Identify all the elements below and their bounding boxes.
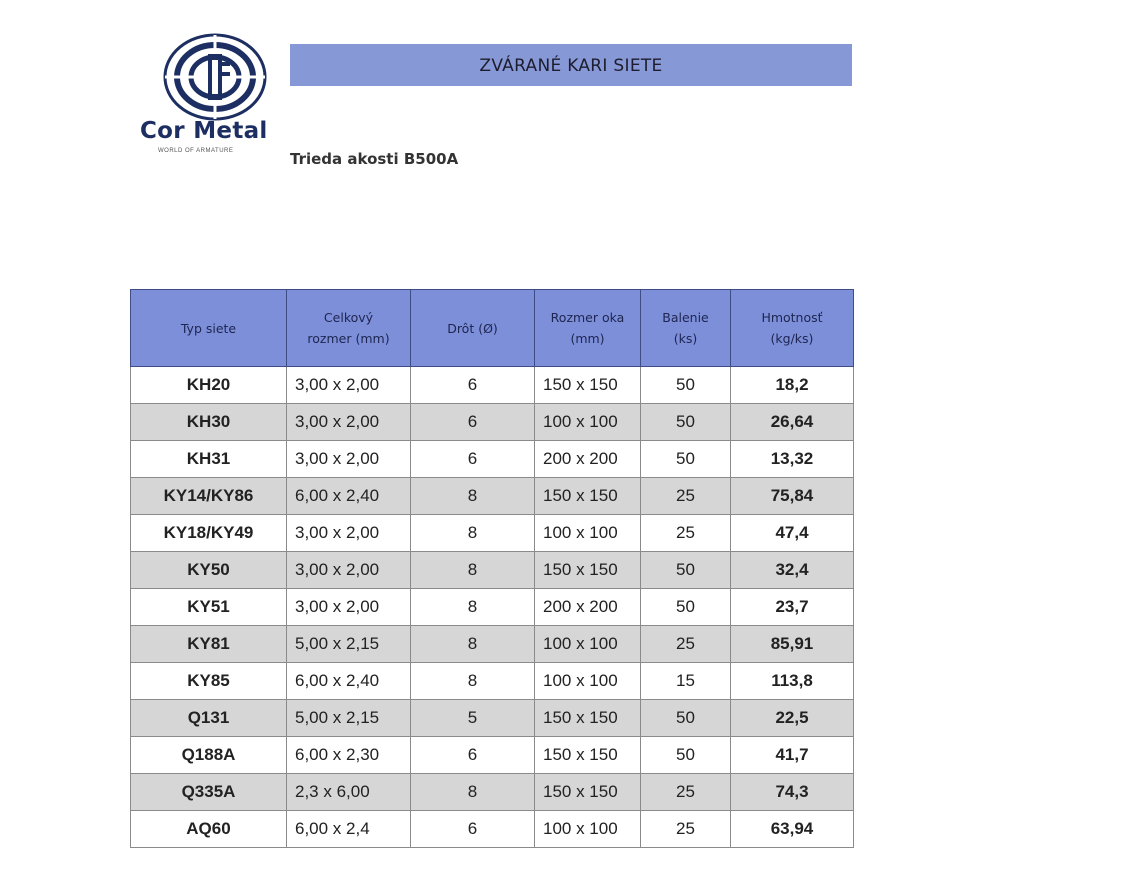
table-row xyxy=(131,663,854,700)
table-row xyxy=(131,626,854,663)
table-row xyxy=(131,700,854,737)
cell-type: KY14/KY86 xyxy=(131,478,287,515)
logo-name: Cor Metal xyxy=(140,118,268,144)
column-header: Hmotnosť (kg/ks) xyxy=(731,290,854,367)
cell-package: 15 xyxy=(641,663,731,700)
cell-weight: 74,3 xyxy=(731,774,854,811)
table-body xyxy=(131,367,854,848)
cell-weight: 41,7 xyxy=(731,737,854,774)
page-subtitle: Trieda akosti B500A xyxy=(290,150,459,168)
cell-weight: 47,4 xyxy=(731,515,854,552)
column-header: Celkový rozmer (mm) xyxy=(287,290,411,367)
cell-package: 50 xyxy=(641,441,731,478)
column-header: Rozmer oka (mm) xyxy=(535,290,641,367)
cell-type: KY85 xyxy=(131,663,287,700)
cell-dimensions: 5,00 x 2,15 xyxy=(287,626,411,663)
table-row xyxy=(131,441,854,478)
table-row xyxy=(131,774,854,811)
cell-mesh-size: 100 x 100 xyxy=(535,811,641,848)
cell-package: 25 xyxy=(641,811,731,848)
cell-package: 25 xyxy=(641,515,731,552)
cell-weight: 113,8 xyxy=(731,663,854,700)
cell-type: KY81 xyxy=(131,626,287,663)
mesh-table xyxy=(130,289,854,848)
cell-package: 50 xyxy=(641,367,731,404)
cell-weight: 32,4 xyxy=(731,552,854,589)
cell-type: Q335A xyxy=(131,774,287,811)
cell-mesh-size: 150 x 150 xyxy=(535,737,641,774)
cell-package: 50 xyxy=(641,589,731,626)
cell-package: 25 xyxy=(641,626,731,663)
cell-dimensions: 3,00 x 2,00 xyxy=(287,515,411,552)
cell-dimensions: 5,00 x 2,15 xyxy=(287,700,411,737)
cell-mesh-size: 100 x 100 xyxy=(535,663,641,700)
cell-type: Q188A xyxy=(131,737,287,774)
column-header: Drôt (Ø) xyxy=(411,290,535,367)
cell-type: KY50 xyxy=(131,552,287,589)
cell-type: KY51 xyxy=(131,589,287,626)
cell-mesh-size: 100 x 100 xyxy=(535,515,641,552)
cell-mesh-size: 150 x 150 xyxy=(535,367,641,404)
cell-weight: 18,2 xyxy=(731,367,854,404)
cell-dimensions: 3,00 x 2,00 xyxy=(287,367,411,404)
cell-wire: 8 xyxy=(411,478,535,515)
cell-wire: 8 xyxy=(411,589,535,626)
cell-mesh-size: 150 x 150 xyxy=(535,774,641,811)
cell-weight: 13,32 xyxy=(731,441,854,478)
cell-package: 25 xyxy=(641,478,731,515)
logo-tagline: WORLD OF ARMATURE xyxy=(158,148,234,154)
cell-package: 50 xyxy=(641,552,731,589)
globe-logo-icon xyxy=(162,32,268,122)
cell-weight: 85,91 xyxy=(731,626,854,663)
cell-wire: 8 xyxy=(411,774,535,811)
table-row xyxy=(131,478,854,515)
cell-type: AQ60 xyxy=(131,811,287,848)
cell-weight: 23,7 xyxy=(731,589,854,626)
company-logo xyxy=(140,28,290,168)
cell-wire: 6 xyxy=(411,367,535,404)
table-row xyxy=(131,811,854,848)
cell-package: 50 xyxy=(641,404,731,441)
page-title: ZVÁRANÉ KARI SIETE xyxy=(479,56,663,76)
cell-wire: 6 xyxy=(411,737,535,774)
cell-weight: 22,5 xyxy=(731,700,854,737)
table-row xyxy=(131,367,854,404)
cell-package: 25 xyxy=(641,774,731,811)
cell-dimensions: 3,00 x 2,00 xyxy=(287,404,411,441)
cell-dimensions: 3,00 x 2,00 xyxy=(287,589,411,626)
table-row xyxy=(131,737,854,774)
cell-wire: 6 xyxy=(411,811,535,848)
cell-type: KH31 xyxy=(131,441,287,478)
cell-weight: 63,94 xyxy=(731,811,854,848)
cell-dimensions: 6,00 x 2,40 xyxy=(287,663,411,700)
cell-mesh-size: 150 x 150 xyxy=(535,700,641,737)
cell-package: 50 xyxy=(641,737,731,774)
cell-mesh-size: 100 x 100 xyxy=(535,626,641,663)
cell-wire: 8 xyxy=(411,515,535,552)
cell-dimensions: 2,3 x 6,00 xyxy=(287,774,411,811)
cell-type: KY18/KY49 xyxy=(131,515,287,552)
cell-package: 50 xyxy=(641,700,731,737)
cell-weight: 75,84 xyxy=(731,478,854,515)
cell-wire: 6 xyxy=(411,441,535,478)
column-header: Balenie (ks) xyxy=(641,290,731,367)
cell-dimensions: 6,00 x 2,4 xyxy=(287,811,411,848)
cell-type: KH20 xyxy=(131,367,287,404)
column-header: Typ siete xyxy=(131,290,287,367)
cell-mesh-size: 200 x 200 xyxy=(535,589,641,626)
cell-mesh-size: 200 x 200 xyxy=(535,441,641,478)
cell-dimensions: 3,00 x 2,00 xyxy=(287,441,411,478)
cell-mesh-size: 150 x 150 xyxy=(535,552,641,589)
cell-mesh-size: 100 x 100 xyxy=(535,404,641,441)
cell-type: KH30 xyxy=(131,404,287,441)
table-header-row xyxy=(131,290,854,367)
cell-dimensions: 6,00 x 2,30 xyxy=(287,737,411,774)
cell-weight: 26,64 xyxy=(731,404,854,441)
cell-dimensions: 3,00 x 2,00 xyxy=(287,552,411,589)
table-row xyxy=(131,552,854,589)
cell-mesh-size: 150 x 150 xyxy=(535,478,641,515)
table-row xyxy=(131,515,854,552)
cell-wire: 6 xyxy=(411,404,535,441)
table-row xyxy=(131,589,854,626)
table-row xyxy=(131,404,854,441)
cell-wire: 8 xyxy=(411,552,535,589)
cell-wire: 8 xyxy=(411,626,535,663)
cell-dimensions: 6,00 x 2,40 xyxy=(287,478,411,515)
cell-wire: 8 xyxy=(411,663,535,700)
cell-wire: 5 xyxy=(411,700,535,737)
cell-type: Q131 xyxy=(131,700,287,737)
title-banner xyxy=(290,44,852,86)
